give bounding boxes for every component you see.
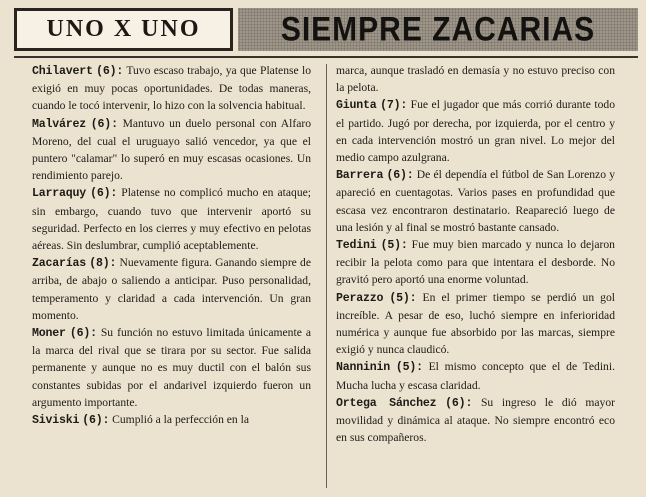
player-entry xyxy=(32,324,311,411)
player-comment: Cumplió a la perfección en la xyxy=(112,413,249,427)
article-columns xyxy=(26,62,638,492)
continued-text: marca, aunque trasladó en demasía y no estuvo preciso con la pelota. xyxy=(336,64,615,95)
player-comment: Fue muy bien marcado y nunca lo dejaron recibir la pelota como para que intentara el desborde. No gravitó pero aportó una enorme voluntad. xyxy=(336,238,615,287)
player-comment: En el primer tiempo se perdió un gol increíble. A pesar de eso, luchó siempre en inferioridad numérica y aunque fue absorbido por las marcas, siempre exigió y nunca claudicó. xyxy=(336,290,616,357)
player-entry xyxy=(32,411,311,429)
player-name: Siviski xyxy=(32,414,80,428)
player-rating: (5): xyxy=(395,361,423,375)
player-name: Tedini xyxy=(336,239,377,253)
section-header xyxy=(14,8,638,55)
player-entry xyxy=(336,289,615,359)
headline-banner xyxy=(238,8,638,51)
player-name: Chilavert xyxy=(32,65,93,78)
player-comment: Nuevamente figura. Ganando siempre de arriba, de abajo o saliendo a anticipar. Puso personalidad, temperamento y claridad a cada intervención. Un gran momento. xyxy=(32,256,311,322)
player-name: Malvárez xyxy=(32,117,87,131)
player-rating: (6): xyxy=(90,117,118,131)
player-name: Larraquy xyxy=(32,187,87,201)
player-entry xyxy=(32,184,311,254)
player-comment: Mantuvo un duelo personal con Alfaro Moreno, del cual el uruguayo salió vencedor, ya que el puntero "calamar" lo superó en muy escasas ocasiones. Un rendimiento parejo. xyxy=(32,116,312,183)
player-rating: (6): xyxy=(445,396,473,410)
player-entry xyxy=(336,394,615,447)
player-comment: Su función no estuvo limitada únicamente a la marca del rival que se tirara por su sector. Fue salida permanente y aunque no es muy ductil con el balón sus constantes subidas por el andarivel izquierdo fueron un argumento importante. xyxy=(32,326,311,409)
player-rating: (6): xyxy=(96,65,124,78)
headline-text: SIEMPRE ZACARIAS xyxy=(280,9,596,48)
player-entry xyxy=(336,358,615,393)
player-entry xyxy=(336,166,615,236)
section-badge xyxy=(14,8,233,51)
player-rating: (6): xyxy=(82,414,110,428)
player-entry xyxy=(336,236,615,289)
player-name: Giunta xyxy=(336,99,377,113)
player-entry xyxy=(336,96,615,166)
player-rating: (8): xyxy=(89,257,117,271)
player-name: Zacarías xyxy=(32,257,87,271)
badge-text: UNO X UNO xyxy=(46,16,201,42)
left-column xyxy=(32,62,311,429)
player-entry xyxy=(32,254,311,324)
player-rating: (7): xyxy=(380,99,408,113)
player-entry xyxy=(32,115,311,185)
player-comment: El mismo concepto que el de Tedini. Mucha lucha y escasa claridad. xyxy=(336,360,615,392)
player-comment: De él dependía el fútbol de San Lorenzo y apareció en cuentagotas. Varios pases en profundidad que escasa vez encontraron destinatario. Reapareció luego de una lesión y al final se mostró bastante cansado. xyxy=(336,168,615,234)
player-comment: Su ingreso le dió mayor movilidad y dinámica al ataque. No siempre encontró eco en sus compañeros. xyxy=(336,395,616,445)
column-divider xyxy=(326,64,327,488)
right-column xyxy=(336,62,615,446)
player-rating: (6): xyxy=(386,169,414,183)
player-rating: (5): xyxy=(389,291,417,305)
player-comment: Fue el jugador que más corrió durante todo el partido. Jugó por derecha, por izquierda, por el centro y en cada intervención mostró un gran nivel. Lo mejor del medio campo azulgrana. xyxy=(336,98,615,165)
player-rating: (6): xyxy=(69,327,97,341)
player-comment: Tuvo escaso trabajo, ya que Platense lo exigió en muy pocas oportunidades. De todas maneras, cuando le tocó intervenir, lo hizo con la solvencia habitual. xyxy=(32,64,311,113)
player-comment: Platense no complicó mucho en ataque; sin embargo, cuando tuvo que intervenir aportó su seguridad. Perfecto en los cierres y muy efectivo en pelotas aéreas. Sin deslumbrar, cumplió aceptablemente. xyxy=(32,186,311,253)
player-name: Perazzo xyxy=(336,291,384,305)
player-rating: (6): xyxy=(90,187,118,201)
header-rule xyxy=(14,56,638,58)
player-rating: (5): xyxy=(380,239,408,253)
player-name: Ortega Sánchez xyxy=(336,396,437,410)
player-entry xyxy=(32,62,311,115)
player-name: Nanninin xyxy=(336,361,391,375)
player-name: Moner xyxy=(32,327,66,341)
player-name: Barrera xyxy=(336,169,384,183)
